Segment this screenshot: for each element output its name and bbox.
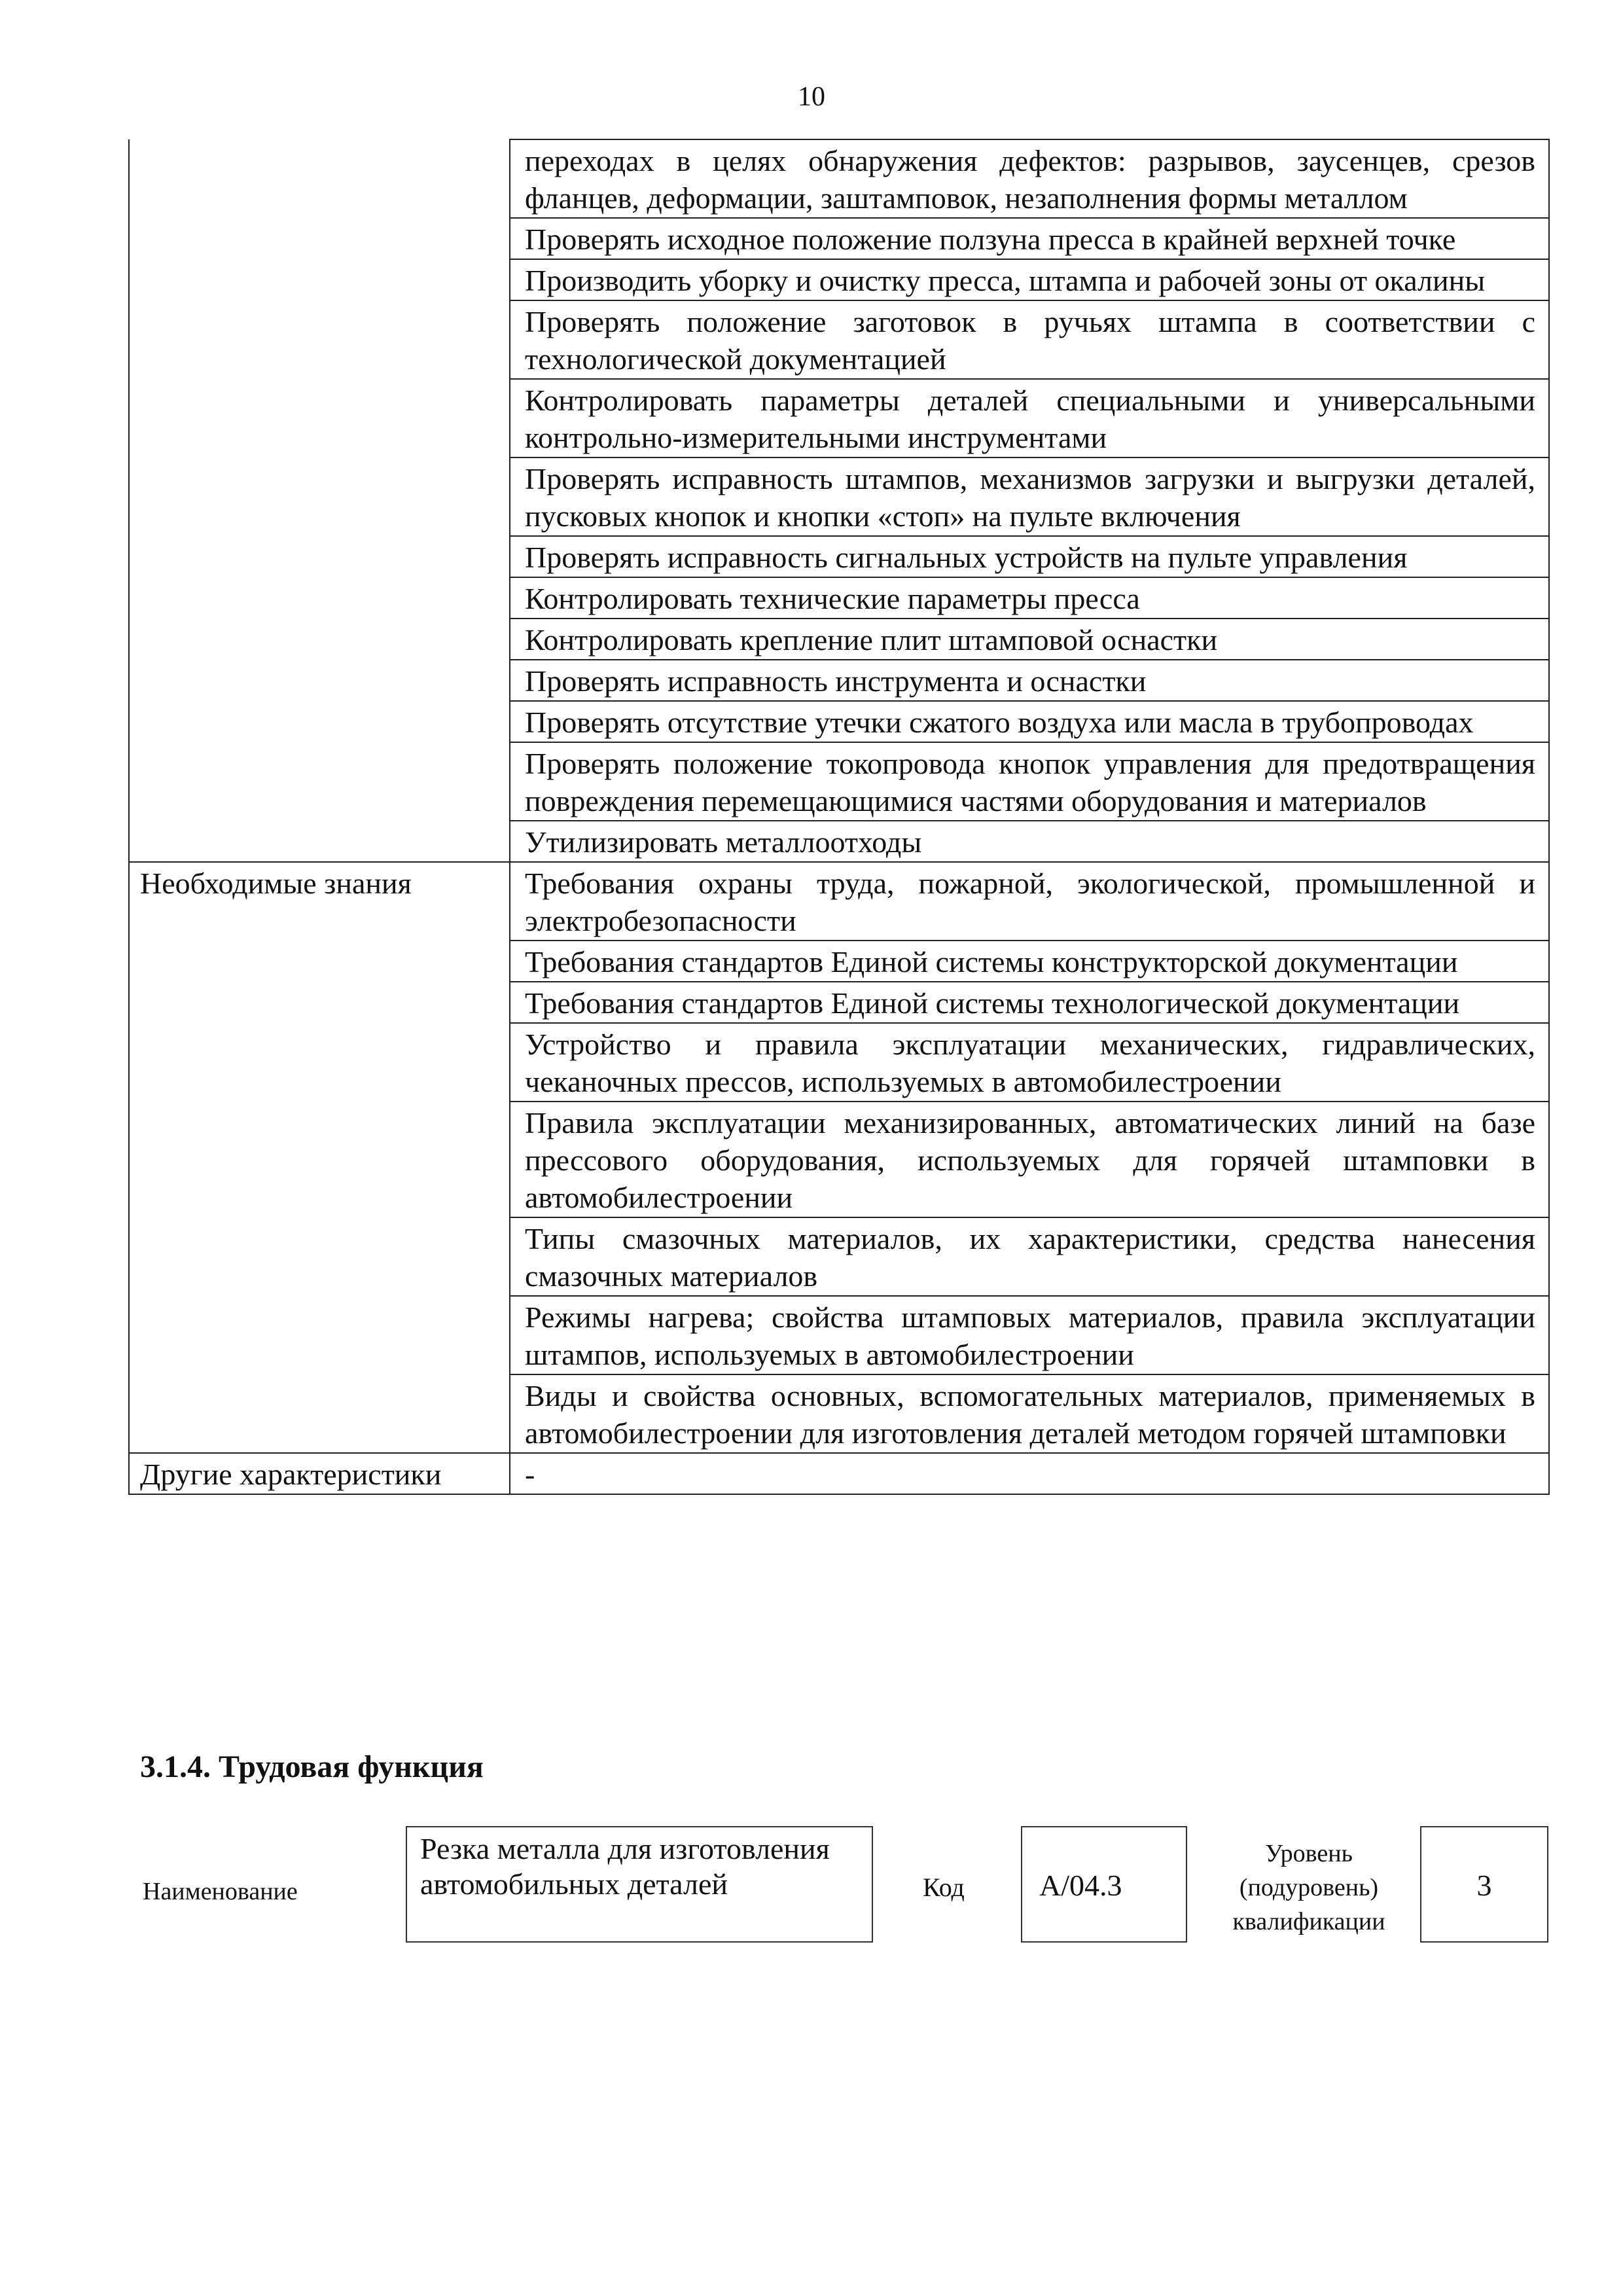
row-text: Типы смазочных материалов, их характеристики, средства нанесения смазочных материалов — [510, 1217, 1549, 1296]
row-text: переходах в целях обнаружения дефектов: разрывов, заусенцев, срезов фланцев, деформации, заштамповок, незаполнения формы металлом — [510, 139, 1549, 218]
row-text: Контролировать технические параметры пресса — [510, 577, 1549, 619]
table-row — [129, 139, 1549, 218]
level-label-line-3: квалификации — [1232, 1908, 1385, 1935]
page-number: 10 — [798, 82, 825, 112]
row-label: Другие характеристики — [129, 1453, 510, 1494]
table-row — [129, 1374, 1549, 1453]
row-label — [129, 218, 510, 259]
row-label — [129, 1374, 510, 1453]
table-row — [129, 536, 1549, 577]
row-label — [129, 577, 510, 619]
table-row — [129, 982, 1549, 1023]
row-text: Контролировать крепление плит штамповой оснастки — [510, 619, 1549, 660]
row-label — [129, 1217, 510, 1296]
table-row — [129, 457, 1549, 536]
section-title: 3.1.4. Трудовая функция — [140, 1749, 484, 1784]
row-label — [129, 821, 510, 862]
level-label-line-2: (подуровень) — [1239, 1874, 1379, 1901]
table-row — [129, 1102, 1549, 1217]
row-label — [129, 139, 510, 218]
skills-table-body — [129, 139, 1549, 1494]
row-label — [129, 1296, 510, 1374]
table-row — [129, 300, 1549, 379]
table-row — [129, 1453, 1549, 1494]
row-text: Проверять отсутствие утечки сжатого воздуха или масла в трубопроводах — [510, 701, 1549, 742]
row-label — [129, 701, 510, 742]
table-row — [129, 701, 1549, 742]
table-row — [129, 742, 1549, 821]
name-label: Наименование — [143, 1878, 298, 1905]
table-row — [129, 1023, 1549, 1102]
table-row — [129, 660, 1549, 701]
row-label — [129, 742, 510, 821]
row-text: Проверять положение заготовок в ручьях штампа в соответствии с технологической документацией — [510, 300, 1549, 379]
row-text: Утилизировать металлоотходы — [510, 821, 1549, 862]
table-row — [129, 1217, 1549, 1296]
function-name-box: Резка металла для изготовления автомобильных деталей — [406, 1826, 873, 1943]
row-label — [129, 300, 510, 379]
row-text: Проверять положение токопровода кнопок управления для предотвращения повреждения перемещающимися частями оборудования и материалов — [510, 742, 1549, 821]
row-label — [129, 457, 510, 536]
row-label — [129, 1023, 510, 1102]
level-label-line-1: Уровень — [1265, 1840, 1353, 1867]
table-row — [129, 862, 1549, 941]
row-text: - — [510, 1453, 1549, 1494]
table-row — [129, 218, 1549, 259]
function-code-box: А/04.3 — [1021, 1826, 1187, 1943]
table-row — [129, 577, 1549, 619]
row-text: Требования стандартов Единой системы конструкторской документации — [510, 941, 1549, 982]
row-label — [129, 1102, 510, 1217]
row-label: Необходимые знания — [129, 862, 510, 941]
row-label — [129, 982, 510, 1023]
row-label — [129, 941, 510, 982]
table-row — [129, 619, 1549, 660]
row-label — [129, 619, 510, 660]
row-text: Виды и свойства основных, вспомогательных материалов, применяемых в автомобилестроении для изготовления деталей методом горячей штамповки — [510, 1374, 1549, 1453]
skills-table — [128, 139, 1550, 1495]
row-text: Правила эксплуатации механизированных, автоматических линий на базе прессового оборудования, используемых для горячей штамповки в автомобилестроении — [510, 1102, 1549, 1217]
row-text: Контролировать параметры деталей специальными и универсальными контрольно-измерительными инструментами — [510, 379, 1549, 457]
table-row — [129, 259, 1549, 300]
row-text: Проверять исправность сигнальных устройств на пульте управления — [510, 536, 1549, 577]
row-text: Режимы нагрева; свойства штамповых материалов, правила эксплуатации штампов, используемых в автомобилестроении — [510, 1296, 1549, 1374]
row-text: Требования стандартов Единой системы технологической документации — [510, 982, 1549, 1023]
row-label — [129, 259, 510, 300]
row-text: Требования охраны труда, пожарной, экологической, промышленной и электробезопасности — [510, 862, 1549, 941]
row-label — [129, 379, 510, 457]
row-text: Проверять исходное положение ползуна пресса в крайней верхней точке — [510, 218, 1549, 259]
row-label — [129, 536, 510, 577]
row-text: Устройство и правила эксплуатации механических, гидравлических, чеканочных прессов, используемых в автомобилестроении — [510, 1023, 1549, 1102]
row-text: Проверять исправность инструмента и оснастки — [510, 660, 1549, 701]
table-row — [129, 821, 1549, 862]
table-row — [129, 379, 1549, 457]
row-text: Проверять исправность штампов, механизмов загрузки и выгрузки деталей, пусковых кнопок и кнопки «стоп» на пульте включения — [510, 457, 1549, 536]
code-label: Код — [923, 1873, 965, 1902]
qualification-level-box: 3 — [1420, 1826, 1548, 1943]
table-row — [129, 1296, 1549, 1374]
row-text: Производить уборку и очистку пресса, штампа и рабочей зоны от окалины — [510, 259, 1549, 300]
row-label — [129, 660, 510, 701]
table-row — [129, 941, 1549, 982]
